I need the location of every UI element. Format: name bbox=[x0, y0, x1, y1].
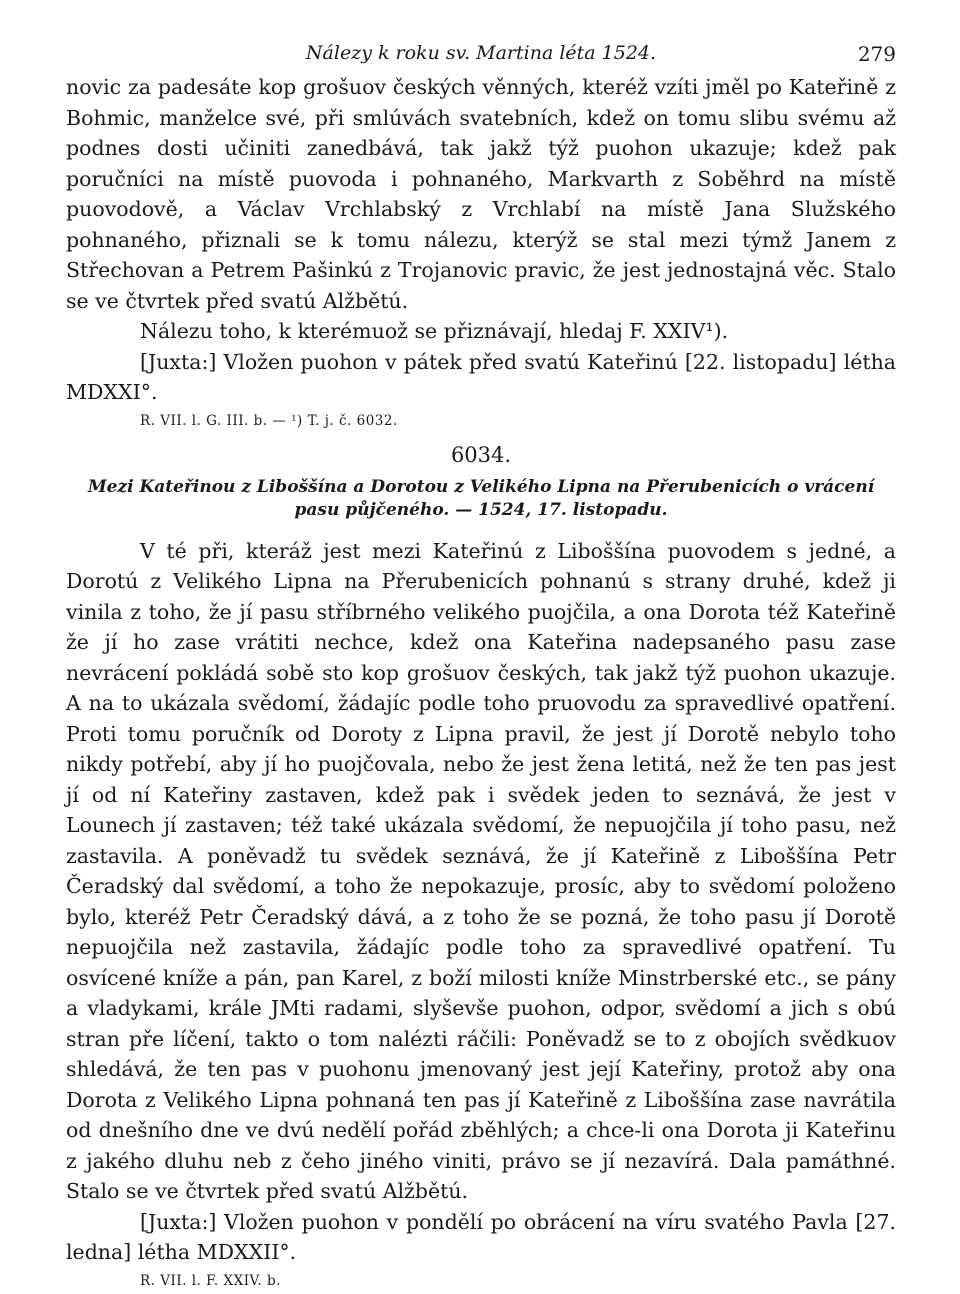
page-header bbox=[66, 38, 896, 72]
document-number: 6034. bbox=[450, 442, 512, 467]
juxta-note: [Juxta:] Vložen puohon v pátek před svatú Kateřinú [22. listopadu] létha MDXXI°. bbox=[66, 349, 896, 404]
page-number: 279 bbox=[857, 42, 896, 66]
document-siglum: R. VII. l. F. XXIV. b. bbox=[140, 1272, 281, 1289]
running-title: Nálezy k roku sv. Martina léta 1524. bbox=[305, 42, 657, 64]
archival-siglum: R. VII. l. G. III. b. — ¹) T. j. č. 6032. bbox=[140, 412, 398, 429]
continued-paragraph: novic za padesáte kop grošuov českých věnných, kteréž vzíti jměl po Kateřině z Bohmic, manželce své, při smlúvách svatebních, kdež on tomu slibu svému až podnes dosti učiniti zanedbává, tak jakž týž puohon ukazuje; kdež pak poručníci na místě puovoda i pohnaného, Markvarth z Soběhrd na místě puovodově, a Václav Vrchlabský z Vrchlabí na místě Jana Služského pohnaného, přiznali se k tomu nálezu, kterýž se stal mezi týmž Janem z Střechovan a Petrem Pašinkú z Trojanovic pravic, že jest jednostajná věc. Stalo se ve čtvrtek před svatú Alžbětú. bbox=[66, 75, 896, 313]
document-juxta-note: [Juxta:] Vložen puohon v pondělí po obrácení na víru svatého Pavla [27. ledna] létha MDXXII°. bbox=[66, 1209, 896, 1264]
cross-reference-paragraph: Nálezu toho, k kterémuož se přiznávají, hledaj F. XXIV¹). bbox=[140, 319, 729, 343]
document-heading: Mezi Kateřinou z Liboššína a Dorotou z Velikého Lipna na Přerubenicích o vrácení pasu půjčeného. — 1524, 17. listopadu. bbox=[87, 476, 875, 520]
document-page bbox=[66, 38, 896, 1289]
document-body: V té při, kteráž jest mezi Kateřinú z Liboššína puovodem s jedné, a Dorotú z Velikého Lipna na Přerubenicích pohnanú s strany druhé, kdež ji vinila z toho, že jí pasu stříbrného velikého puojčila, a ona Dorota též Kateřině že jí ho zase vrátiti nechce, kdež ona Kateřina nadepsaného pasu zase nevrácení pokládá sobě sto kop grošuov českých, tak jakž týž puohon ukazuje. A na to ukázala svědomí, žádajíc podle toho pruovodu za spravedlivé opatření. Proti tomu poručník od Doroty z Lipna pravil, že jest jí Dorotě nebylo toho nikdy potřebí, aby jí ho puojčovala, nebo že jest žena letitá, než že ten pas jest jí od ní Kateřiny zastaven, kdež pak i svědek jeden to seznává, že jest v Lounech jí zastaven; též také ukázala svědomí, že nepuojčila jí toho pasu, než zastavila. A poněvadž tu svědek seznává, že jí Kateřině z Liboššína Petr Čeradský dal svědomí, a toho že nepokazuje, prosíc, aby to svědomí položeno bylo, kteréž Petr Čeradský dává, a z toho že se pozná, že toho pasu jí Dorotě nepuojčila než zastavila, žádajíc podle toho za spravedlivé opatření. Tu osvícené kníže a pán, pan Karel, z boží milosti kníže Minstrberské etc., se pány a vladykami, krále JMti radami, slyševše puohon, odpor, svědomí a jich s obú stran pře líčení, takto o tom nalézti ráčili: Poněvadž se to z obojích svědkuov shledává, že ten pas v puohonu jmenovaný jest její Kateřiny, protož aby ona Dorota z Velikého Lipna pohnaná ten pas jí Kateřině z Liboššína zase navrátila od dnešního dne ve dvú nedělí pořád zběhlých; a chce-li ona Dorota ji Kateřinu z jakého dluhu neb z čeho jiného viniti, právo se jí nezavírá. Dala památhné. Stalo se ve čtvrtek před svatú Alžbětú. bbox=[66, 538, 896, 1203]
